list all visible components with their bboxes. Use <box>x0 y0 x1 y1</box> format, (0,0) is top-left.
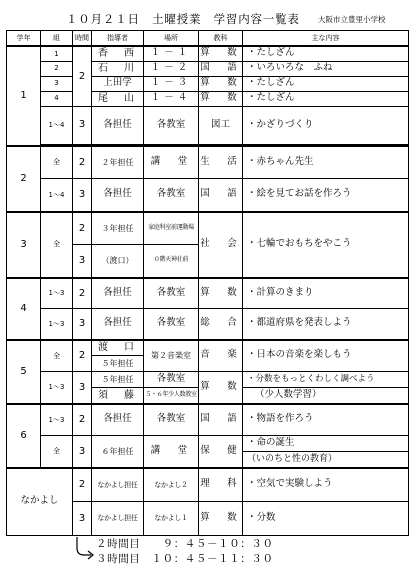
content-cell: （いのちと性の教育） <box>243 452 409 468</box>
class-cell: 4 <box>41 91 73 106</box>
class-cell: 全 <box>41 340 73 372</box>
period-cell: 3 <box>73 502 92 536</box>
grade-cell: 3 <box>7 212 41 278</box>
schedule-table <box>6 30 409 536</box>
place-cell: 各教室 <box>144 179 199 212</box>
teacher-cell: （渡口） <box>92 245 144 278</box>
table-row <box>7 309 409 340</box>
content-cell: （少人数学習） <box>243 388 409 404</box>
place-cell: 講 堂 <box>144 146 199 179</box>
subject-cell: 算 数 <box>199 372 243 404</box>
period-cell: 2 <box>73 468 92 502</box>
teacher-cell: 各担任 <box>92 106 144 144</box>
class-cell: 1 <box>41 46 73 61</box>
subject-cell: 音 楽 <box>199 340 243 372</box>
subject-cell: 社 会 <box>199 212 243 278</box>
table-row <box>7 468 409 502</box>
teacher-cell: 尾 山 <box>92 91 144 106</box>
period-cell: 2 <box>73 46 92 106</box>
subject-cell: 算 数 <box>199 502 243 536</box>
table-row <box>7 146 409 179</box>
teacher-cell: 渡 口 <box>92 340 144 356</box>
content-cell: ・赤ちゃん先生 <box>243 146 409 179</box>
teacher-cell: ５年担任 <box>92 372 144 388</box>
content-cell: ・たしざん <box>243 76 409 91</box>
place-cell: 各教室 <box>144 372 199 388</box>
grade-cell: 1 <box>7 46 41 146</box>
table-row <box>7 76 409 91</box>
place-cell: 各教室 <box>144 106 199 144</box>
period-cell: 3 <box>73 436 92 468</box>
subject-cell: 算 数 <box>199 46 243 61</box>
place-cell: 講 堂 <box>144 436 199 468</box>
content-cell: ・空気で実験しよう <box>243 468 409 502</box>
page-title: １０月２１日 土曜授業 学習内容一覧表 <box>66 12 300 26</box>
class-cell: 1～3 <box>41 404 73 436</box>
teacher-cell: なかよし担任 <box>92 502 144 536</box>
class-cell: 全 <box>41 212 73 278</box>
subject-cell: 算 数 <box>199 278 243 309</box>
teacher-cell: ６年担任 <box>92 436 144 468</box>
content-cell: ・分数をもっとくわしく調べよう <box>243 372 409 388</box>
place-cell: １－４ <box>144 91 199 106</box>
period-cell: 2 <box>73 404 92 436</box>
table-row <box>7 106 409 144</box>
content-cell: ・都道府県を発表しよう <box>243 309 409 340</box>
place-cell: なかよし２ <box>144 468 199 502</box>
subject-cell: 総 合 <box>199 309 243 340</box>
teacher-cell: 石 川 <box>92 61 144 76</box>
period-cell: 3 <box>73 179 92 212</box>
period-cell: 2 <box>73 340 92 372</box>
table-row <box>7 179 409 212</box>
period-cell: 3 <box>73 245 92 278</box>
class-cell: 1～4 <box>41 179 73 212</box>
table-row <box>7 278 409 309</box>
period-cell: 2 <box>73 146 92 179</box>
class-cell: 1～3 <box>41 309 73 340</box>
grade-cell: 4 <box>7 278 41 340</box>
school-name: 大阪市立豊里小学校 <box>318 15 386 24</box>
place-cell: １－１ <box>144 46 199 61</box>
teacher-cell: 各担任 <box>92 309 144 340</box>
table-row <box>7 372 409 388</box>
place-cell: 各教室 <box>144 309 199 340</box>
table-row <box>7 436 409 452</box>
header-place: 場所 <box>144 31 199 47</box>
teacher-cell: ５年担任 <box>92 356 144 372</box>
period-2-time: ２時間目 ９：４５－１０：３０ <box>96 538 274 550</box>
place-cell: １－３ <box>144 76 199 91</box>
table-row <box>7 212 409 245</box>
teacher-cell: 上田学 <box>92 76 144 91</box>
header-class: 組 <box>41 31 73 47</box>
subject-cell: 国 語 <box>199 404 243 436</box>
class-cell: 全 <box>41 436 73 468</box>
table-row <box>7 91 409 106</box>
subject-cell: 算 数 <box>199 76 243 91</box>
place-cell: 各教室 <box>144 278 199 309</box>
table-row <box>7 61 409 76</box>
grade-cell: 2 <box>7 146 41 212</box>
content-cell: ・日本の音楽を楽しもう <box>243 340 409 372</box>
class-cell: 3 <box>41 76 73 91</box>
teacher-cell: 香 西 <box>92 46 144 61</box>
content-cell: ・たしざん <box>243 91 409 106</box>
period-cell: 3 <box>73 372 92 404</box>
place-cell: ５・６年少人数教室 <box>144 388 199 404</box>
subject-cell: 国 語 <box>199 61 243 76</box>
class-cell: 1～3 <box>41 372 73 404</box>
period-3-time: ３時間目 １０：４５－１１：３０ <box>96 553 274 565</box>
content-cell: ・絵を見てお話を作ろう <box>243 179 409 212</box>
table-row <box>7 340 409 356</box>
content-cell: ・七輪でおもちをやこう <box>243 212 409 278</box>
place-cell: 家庭科室前運動場 <box>144 212 199 245</box>
subject-cell: 算 数 <box>199 91 243 106</box>
class-cell: 全 <box>41 146 73 179</box>
table-row <box>7 404 409 436</box>
grade-cell: なかよし <box>7 468 73 536</box>
content-cell: ・かざりづくり <box>243 106 409 144</box>
place-cell: なかよし１ <box>144 502 199 536</box>
header-subject: 教科 <box>199 31 243 47</box>
place-cell: 第２音楽室 <box>144 340 199 372</box>
table-row <box>7 46 409 61</box>
period-cell: 2 <box>73 212 92 245</box>
teacher-cell: 各担任 <box>92 278 144 309</box>
header-grade: 学年 <box>7 31 41 47</box>
header-period: 時間 <box>73 31 92 47</box>
content-cell: ・たしざん <box>243 46 409 61</box>
subject-cell: 生 活 <box>199 146 243 179</box>
period-cell: 2 <box>73 278 92 309</box>
header-content: 主な内容 <box>243 31 409 47</box>
content-cell: ・命の誕生 <box>243 436 409 452</box>
place-cell: ０階天神社前 <box>144 245 199 278</box>
subject-cell: 保 健 <box>199 436 243 468</box>
grade-cell: 5 <box>7 340 41 404</box>
grade-cell: 6 <box>7 404 41 468</box>
class-cell: 2 <box>41 61 73 76</box>
teacher-cell: ２年担任 <box>92 146 144 179</box>
teacher-cell: なかよし担任 <box>92 468 144 502</box>
class-cell: 1～3 <box>41 278 73 309</box>
period-cell: 3 <box>73 309 92 340</box>
header-teacher: 指導者 <box>92 31 144 47</box>
content-cell: ・物語を作ろう <box>243 404 409 436</box>
teacher-cell: 各担任 <box>92 179 144 212</box>
teacher-cell: 各担任 <box>92 404 144 436</box>
content-cell: ・いろいろな ふね <box>243 61 409 76</box>
content-cell: ・分数 <box>243 502 409 536</box>
period-cell: 3 <box>73 106 92 144</box>
teacher-cell: 須 藤 <box>92 388 144 404</box>
subject-cell: 国 語 <box>199 179 243 212</box>
place-cell: 各教室 <box>144 404 199 436</box>
subject-cell: 図工 <box>199 106 243 144</box>
class-cell: 1～4 <box>41 106 73 144</box>
teacher-cell: ３年担任 <box>92 212 144 245</box>
bracket-arrow-icon <box>74 536 96 560</box>
content-cell: ・計算のきまり <box>243 278 409 309</box>
header-row <box>7 31 409 47</box>
subject-cell: 理 科 <box>199 468 243 502</box>
place-cell: １－２ <box>144 61 199 76</box>
